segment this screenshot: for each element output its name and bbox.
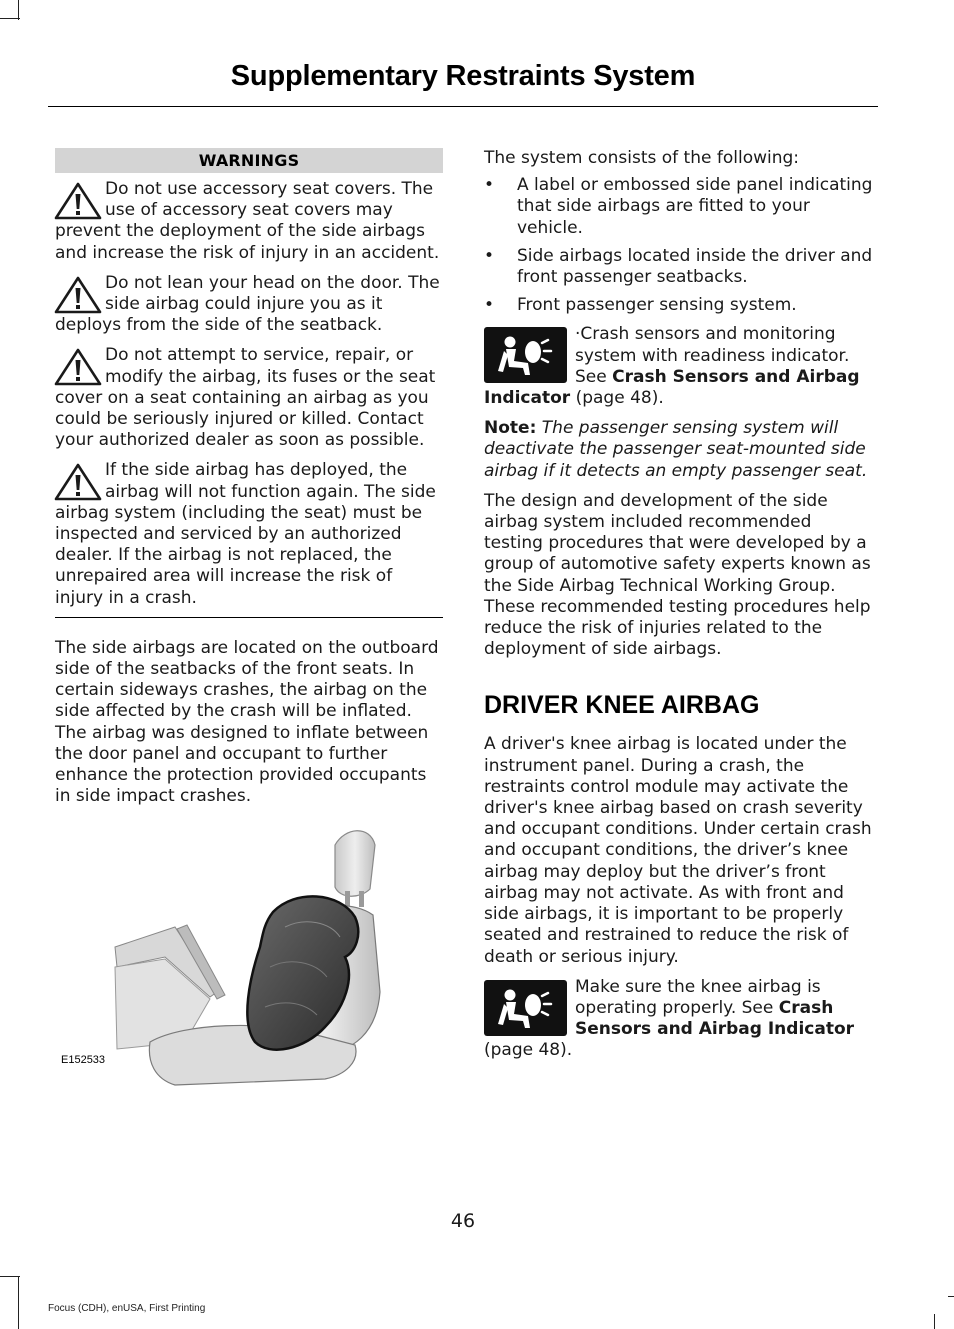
warning-text: If the side airbag has deployed, the airbag will not function again. The side airbag system (including the seat) must be inspected and serviced by an authorized dealer. If the airbag is not replaced, the unrepaired area will increase the risk of injury in a crash. xyxy=(55,460,436,608)
crop-mark xyxy=(948,1296,954,1297)
warnings-heading: WARNINGS xyxy=(55,148,443,173)
left-column xyxy=(55,148,443,1089)
section-heading: DRIVER KNEE AIRBAG xyxy=(484,691,760,720)
design-paragraph: The design and development of the side airbag system included recommended testing procedures that were developed by a group of automotive safety experts known as the Side Airbag Technical Working Group. These recommended testing procedures help reduce the risk of injuries related to the deployment of side airbags. xyxy=(484,490,871,660)
knee-airbag-paragraph: A driver's knee airbag is located under the instrument panel. During a crash, the restraints control module may activate the driver's knee airbag based on crash severity and occupant conditions. Under certain crash and occupant conditions, the driver’s knee airbag may deploy but the driver’s front airbag may not activate. As with front and side airbags, it is important to be properly seated and restrained to reduce the risk of death or serious injury. xyxy=(484,734,872,967)
page-title: Supplementary Restraints System xyxy=(230,60,696,92)
bullet-marker: • xyxy=(484,175,495,196)
list-item xyxy=(484,246,874,288)
figure-code: E152533 xyxy=(61,1054,106,1067)
crash-sensors-link[interactable]: Crash Sensors and Airbag Indicator xyxy=(484,366,860,409)
list-item xyxy=(484,175,874,239)
warning-text: Do not use accessory seat covers. The use of accessory seat covers may prevent the deployment of the side airbags and increase the risk of injury in an accident. xyxy=(55,179,440,263)
crop-mark xyxy=(18,1276,19,1329)
warning-triangle-icon xyxy=(53,462,103,502)
list-item-text: Front passenger sensing system. xyxy=(517,295,797,316)
page-number: 46 xyxy=(450,1210,476,1232)
warnings-divider xyxy=(55,617,443,618)
crop-mark xyxy=(0,18,20,19)
list-item-text: A label or embossed side panel indicating that side airbags are fitted to your vehicle. xyxy=(517,175,873,238)
warning-triangle-icon xyxy=(53,347,103,387)
knee-indicator-text: Make sure the knee airbag is operating properly. See Crash Sensors and Airbag Indicator (page 48). xyxy=(484,976,855,1061)
list-item-text: Side airbags located inside the driver and front passenger seatbacks. xyxy=(517,245,873,288)
list-item xyxy=(484,295,874,316)
note-label: Note: xyxy=(484,418,537,439)
system-components-list xyxy=(484,175,874,316)
crash-sensor-text: ·Crash sensors and monitoring system with readiness indicator. See Crash Sensors and Airbag Indicator (page 48). xyxy=(484,324,860,409)
crop-mark xyxy=(934,1314,935,1329)
title-divider xyxy=(48,106,878,107)
warning-triangle-icon xyxy=(53,275,103,315)
warning-text: Do not attempt to service, repair, or modify the airbag, its fuses or the seat cover on a seat containing an airbag as you could be seriously injured or killed. Contact your authorized dealer as soon as possible. xyxy=(55,345,436,451)
passenger-sensing-note xyxy=(484,418,874,482)
airbag-warning-indicator-icon xyxy=(484,327,567,383)
edition-footer: Focus (CDH), enUSA, First Printing xyxy=(48,1303,206,1314)
system-intro: The system consists of the following: xyxy=(484,148,800,168)
warning-block xyxy=(55,179,443,264)
crop-mark xyxy=(0,1276,20,1277)
warning-triangle-icon xyxy=(53,181,103,221)
crash-sensor-indicator-block xyxy=(484,324,874,409)
side-airbag-paragraph: The side airbags are located on the outboard side of the seatbacks of the front seats. In certain sideways crashes, the airbag on the side affected by the crash will be inflated. The airbag was designed to inflate between the door panel and occupant to further enhance the protection provided occupants in side impact crashes. xyxy=(55,637,439,807)
warning-block xyxy=(55,345,443,451)
bullet-marker: • xyxy=(484,245,495,266)
crop-mark xyxy=(18,0,19,20)
warning-block xyxy=(55,273,443,337)
airbag-warning-indicator-icon xyxy=(484,980,567,1036)
bullet-marker: • xyxy=(484,295,495,316)
side-airbag-seat-illustration xyxy=(55,817,443,1089)
note-text: The passenger sensing system will deactivate the passenger seat-mounted side airbag if it detects an empty passenger seat. xyxy=(484,418,868,481)
knee-airbag-indicator-block xyxy=(484,977,874,1062)
crash-sensors-link[interactable]: Crash Sensors and Airbag Indicator xyxy=(575,997,855,1040)
warning-block xyxy=(55,460,443,608)
right-column xyxy=(484,148,874,1062)
seat-illustration-image xyxy=(55,817,443,1089)
warning-text: Do not lean your head on the door. The side airbag could injure you as it deploys from the side of the seatback. xyxy=(55,272,440,336)
